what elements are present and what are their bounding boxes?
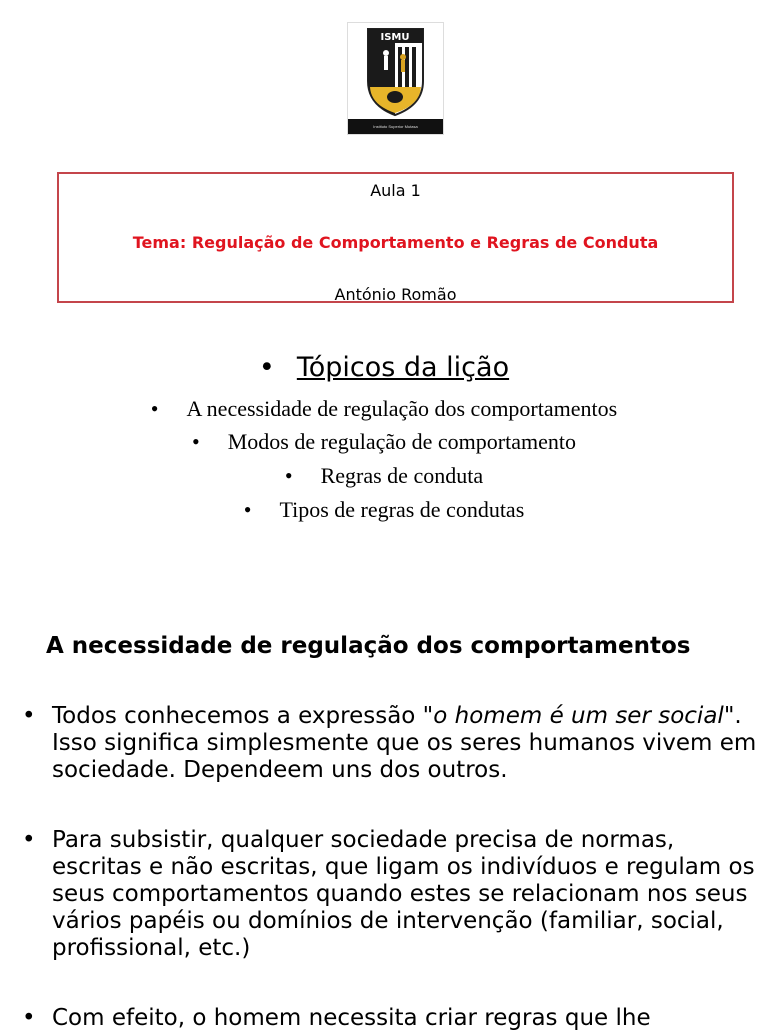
bullet-icon: •: [243, 497, 252, 522]
bullet-icon: •: [258, 352, 275, 383]
bullet-icon: •: [150, 396, 159, 421]
ismu-logo: [347, 22, 444, 135]
topics-heading-text: Tópicos da lição: [296, 352, 510, 383]
topic-item: [0, 497, 768, 523]
bullet-icon: •: [192, 429, 200, 454]
bullet-icon: •: [284, 463, 293, 488]
topics-heading: [0, 352, 768, 383]
paragraph-text: ". Isso significa simplesmente que os seres humanos vivem em sociedade. Dependeem uns dos outros.: [52, 703, 757, 783]
bullet-icon: •: [22, 1005, 36, 1031]
topic-item: [0, 396, 768, 422]
section-heading: A necessidade de regulação dos comportamentos: [46, 633, 691, 659]
lesson-number: Aula 1: [370, 181, 421, 200]
topic-item-text: Regras de conduta: [320, 463, 484, 488]
topic-item-text: Modos de regulação de comportamento: [227, 429, 576, 454]
topic-item: [0, 463, 768, 489]
topic-item: [0, 429, 768, 455]
logo-text: ISMU: [380, 32, 410, 43]
lesson-theme: Tema: Regulação de Comportamento e Regras de Conduta: [132, 233, 659, 252]
paragraph-text: Para subsistir, qualquer sociedade precisa de normas, escritas e não escritas, que ligam os indivíduos e regulam os seus comportamentos quando estes se relacionam nos seus vários papéis ou domínios de intervenção (familiar, social, profissional, etc.): [52, 827, 755, 961]
paragraph-text: Todos conhecemos a expressão ": [52, 703, 434, 729]
title-box: [57, 172, 734, 303]
topic-item-text: Tipos de regras de condutas: [279, 497, 525, 522]
body-paragraph: [22, 1005, 762, 1032]
paragraph-text: Com efeito, o homem necessita criar regras que lhe: [52, 1005, 651, 1031]
body-paragraph: [22, 703, 762, 784]
ismu-crest-icon: [348, 23, 443, 119]
bullet-icon: •: [22, 827, 36, 853]
lesson-author: António Romão: [334, 285, 457, 304]
body-paragraph: [22, 827, 762, 962]
paragraph-emphasis: o homem é um ser social: [433, 703, 724, 729]
topic-item-text: A necessidade de regulação dos comportamentos: [186, 396, 618, 421]
bullet-icon: •: [22, 703, 36, 729]
logo-caption: Instituto Superior Mutasa: [348, 119, 443, 134]
